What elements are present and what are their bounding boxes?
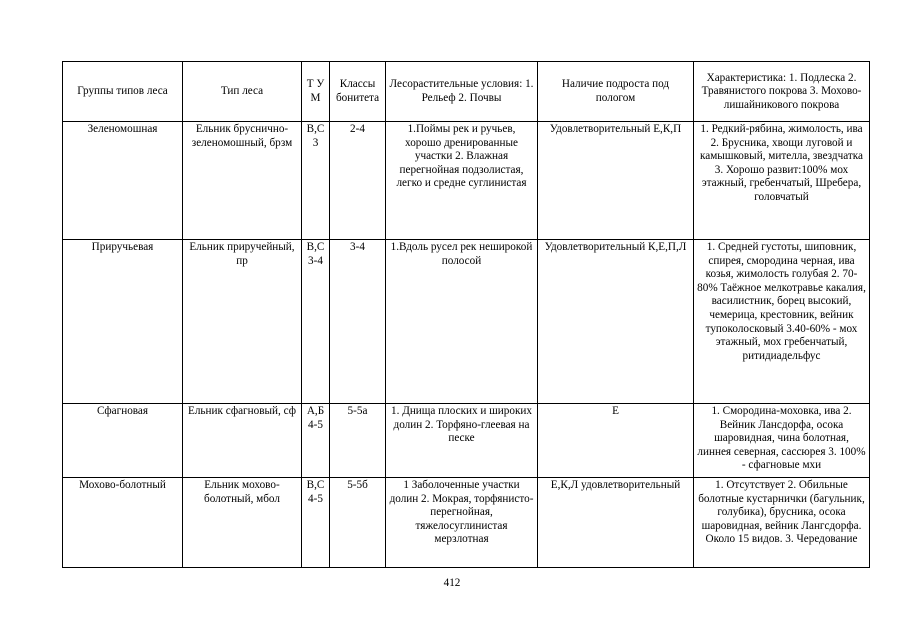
cell-characteristics: 1. Отсутствует 2. Обильные болотные кустарнички (багульник, голубика), брусника, осока шаровидная, вейник Лангсдорфа. Около 15 видов. 3. Чередование: [694, 478, 870, 568]
cell-tum: В,С 3-4: [302, 240, 330, 404]
table-row: [63, 240, 870, 404]
header-tum: Т У М: [302, 62, 330, 122]
cell-forest-type: Ельник мохово-болотный, мбол: [183, 478, 302, 568]
cell-characteristics: 1. Редкий-рябина, жимолость, ива 2. Брусника, хвощи луговой и камышковый, мителла, звездчатка 3. Хорошо развит:100% мох этажный, гребенчатый, Шребера, головчатый: [694, 122, 870, 240]
header-undergrowth: Наличие подроста под пологом: [538, 62, 694, 122]
page-number: 412: [443, 577, 461, 589]
cell-growing-conditions: 1. Днища плоских и широких долин 2. Торфяно-глеевая на песке: [386, 404, 538, 478]
table-row: [63, 478, 870, 568]
cell-growing-conditions: 1.Поймы рек и ручьев, хорошо дренированные участки 2. Влажная перегнойная подзолистая, легко и средне суглинистая: [386, 122, 538, 240]
cell-forest-group: Мохово-болотный: [63, 478, 183, 568]
cell-tum: А,Б 4-5: [302, 404, 330, 478]
header-growing-conditions: Лесорастительные условия: 1. Рельеф 2. Почвы: [386, 62, 538, 122]
cell-forest-group: Сфагновая: [63, 404, 183, 478]
cell-forest-type: Ельник приручейный, пр: [183, 240, 302, 404]
cell-undergrowth: Е,К,Л удовлетворительный: [538, 478, 694, 568]
cell-undergrowth: Удовлетворительный Е,К,П: [538, 122, 694, 240]
cell-undergrowth: Удовлетворительный К,Е,П,Л: [538, 240, 694, 404]
table-header-row: [63, 62, 870, 122]
cell-tum: В,С 4-5: [302, 478, 330, 568]
cell-growing-conditions: 1.Вдоль русел рек неширокой полосой: [386, 240, 538, 404]
cell-forest-type: Ельник бруснично-зеленомошный, брзм: [183, 122, 302, 240]
cell-characteristics: 1. Средней густоты, шиповник, спирея, смородина черная, ива козья, жимолость голубая 2. 70-80% Таёжное мелкотравье какалия, василистник, борец высокий, чемерица, крестовник, вейник тупоколосковый 3.40-60% - мох этажный, мох гребенчатый, ритидиадельфус: [694, 240, 870, 404]
cell-bonitet-class: 2-4: [330, 122, 386, 240]
cell-forest-group: Приручьевая: [63, 240, 183, 404]
cell-bonitet-class: 3-4: [330, 240, 386, 404]
cell-growing-conditions: 1 Заболоченные участки долин 2. Мокрая, торфянисто-перегнойная, тяжелосуглинистая мерзлотная: [386, 478, 538, 568]
cell-tum: В,С 3: [302, 122, 330, 240]
cell-bonitet-class: 5-5а: [330, 404, 386, 478]
header-forest-group: Группы типов леса: [63, 62, 183, 122]
cell-forest-group: Зеленомошная: [63, 122, 183, 240]
forest-types-table: [62, 61, 870, 568]
header-bonitet-class: Классы бонитета: [330, 62, 386, 122]
cell-characteristics: 1. Смородина-моховка, ива 2. Вейник Лансдорфа, осока шаровидная, чина болотная, линнея северная, сассюрея 3. 100% - сфагновые мхи: [694, 404, 870, 478]
table-row: [63, 122, 870, 240]
cell-bonitet-class: 5-5б: [330, 478, 386, 568]
header-forest-type: Тип леса: [183, 62, 302, 122]
table-row: [63, 404, 870, 478]
cell-forest-type: Ельник сфагновый, сф: [183, 404, 302, 478]
cell-undergrowth: Е: [538, 404, 694, 478]
header-characteristics: Характеристика: 1. Подлеска 2. Травянистого покрова 3. Мохово-лишайникового покрова: [694, 62, 870, 122]
